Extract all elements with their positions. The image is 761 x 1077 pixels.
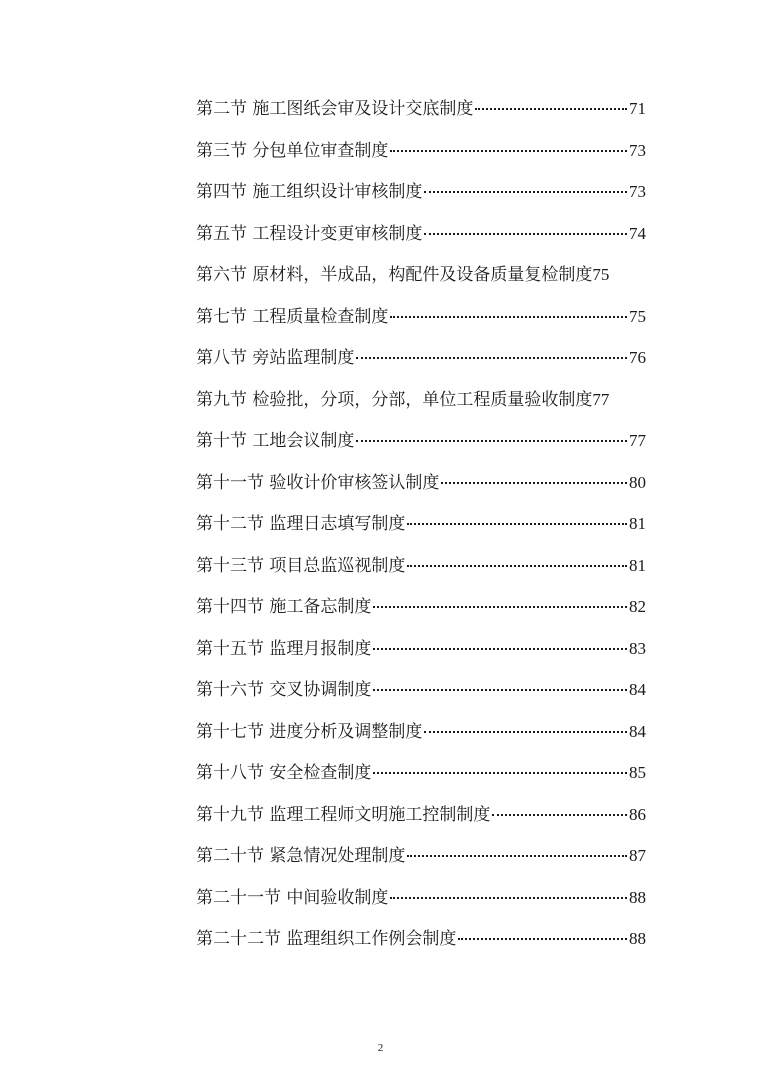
toc-entry-page: 81	[629, 555, 646, 575]
toc-entry-page: 76	[629, 348, 646, 367]
toc-entry[interactable]	[196, 177, 646, 219]
toc-entry-title: 第十三节 项目总监巡视制度	[196, 555, 406, 576]
dot-leader	[356, 440, 627, 442]
toc-entry-page: 84	[629, 680, 646, 699]
toc-entry[interactable]	[196, 302, 646, 344]
toc-entry-page: 73	[629, 182, 646, 201]
toc-entry[interactable]	[196, 634, 646, 676]
toc-entry-page: 74	[629, 223, 646, 243]
dot-leader	[424, 233, 627, 235]
dot-leader	[373, 648, 627, 650]
toc-entry[interactable]	[196, 509, 646, 551]
toc-entry-page: 87	[629, 846, 646, 865]
toc-entry-page: 85	[629, 763, 646, 782]
toc-entry-title: 第十八节 安全检查制度	[196, 763, 372, 783]
toc-entry[interactable]	[196, 883, 646, 925]
toc-entry[interactable]	[196, 592, 646, 634]
toc-entry-page: 71	[629, 99, 646, 118]
dot-leader	[390, 316, 627, 318]
toc-entry-title: 第十节 工地会议制度	[196, 431, 355, 451]
toc-entry[interactable]	[196, 551, 646, 593]
toc-entry-title: 第十二节 监理日志填写制度	[196, 514, 406, 534]
toc-entry[interactable]	[196, 800, 646, 842]
dot-leader	[373, 606, 627, 608]
dot-leader	[407, 523, 627, 525]
toc-entry[interactable]	[196, 758, 646, 800]
toc-entry-title: 第十四节 施工备忘制度	[196, 597, 372, 617]
dot-leader	[407, 855, 627, 857]
dot-leader	[492, 814, 627, 816]
dot-leader	[373, 689, 627, 691]
dot-leader	[424, 731, 627, 733]
toc-entry-page: 75	[592, 265, 610, 284]
toc-entry[interactable]	[196, 260, 646, 302]
toc-entry-title: 第十六节 交叉协调制度	[196, 680, 372, 700]
toc-entry[interactable]	[196, 841, 646, 883]
toc-entry-page: 88	[629, 887, 646, 907]
dot-leader	[458, 938, 627, 940]
toc-entry-title: 第二十一节 中间验收制度	[196, 887, 389, 908]
toc-entry-page: 77	[629, 431, 646, 450]
toc-entry[interactable]	[196, 426, 646, 468]
toc-entry[interactable]	[196, 468, 646, 510]
dot-leader	[373, 772, 627, 774]
toc-entry-title: 第六节 原材料，半成品，构配件及设备质量复检制度	[196, 265, 593, 285]
toc-entry[interactable]	[196, 675, 646, 717]
toc-entry-title: 第二十二节 监理组织工作例会制度	[196, 929, 457, 949]
dot-leader	[424, 191, 627, 193]
dot-leader	[441, 482, 627, 484]
dot-leader	[390, 897, 627, 899]
toc-entry-title: 第八节 旁站监理制度	[196, 348, 355, 368]
toc-entry-page: 77	[592, 389, 610, 409]
toc-entry-title: 第二节 施工图纸会审及设计交底制度	[196, 99, 474, 119]
toc-entry-title: 第九节 检验批，分项，分部，单位工程质量验收制度	[196, 389, 593, 410]
dot-leader	[407, 565, 627, 567]
toc-entry-title: 第十五节 监理月报制度	[196, 638, 372, 659]
toc-entry[interactable]	[196, 94, 646, 136]
toc-entry[interactable]	[196, 219, 646, 261]
toc-entry-page: 73	[629, 140, 646, 160]
toc-entry-page: 86	[629, 804, 646, 824]
toc-entry-page: 88	[629, 929, 646, 948]
toc-entry[interactable]	[196, 343, 646, 385]
toc-entry-page: 82	[629, 597, 646, 616]
table-of-contents	[196, 94, 646, 966]
toc-entry-title: 第十一节 验收计价审核签认制度	[196, 472, 440, 493]
toc-entry[interactable]	[196, 385, 646, 427]
toc-entry-page: 83	[629, 638, 646, 658]
toc-entry[interactable]	[196, 924, 646, 966]
page-number: 2	[377, 1042, 384, 1054]
toc-entry-title: 第十九节 监理工程师文明施工控制制度	[196, 804, 491, 825]
toc-entry-title: 第三节 分包单位审查制度	[196, 140, 389, 161]
toc-entry[interactable]	[196, 136, 646, 178]
toc-entry-title: 第四节 施工组织设计审核制度	[196, 182, 423, 202]
toc-entry-title: 第二十节 紧急情况处理制度	[196, 846, 406, 866]
dot-leader	[356, 357, 627, 359]
toc-entry-page: 81	[629, 514, 646, 533]
dot-leader	[390, 150, 627, 152]
toc-entry-title: 第五节 工程设计变更审核制度	[196, 223, 423, 244]
toc-entry[interactable]	[196, 717, 646, 759]
toc-entry-page: 80	[629, 472, 646, 492]
toc-entry-title: 第七节 工程质量检查制度	[196, 306, 389, 327]
toc-entry-title: 第十七节 进度分析及调整制度	[196, 721, 423, 742]
toc-entry-page: 75	[629, 306, 646, 326]
dot-leader	[475, 108, 627, 110]
toc-entry-page: 84	[629, 721, 646, 741]
